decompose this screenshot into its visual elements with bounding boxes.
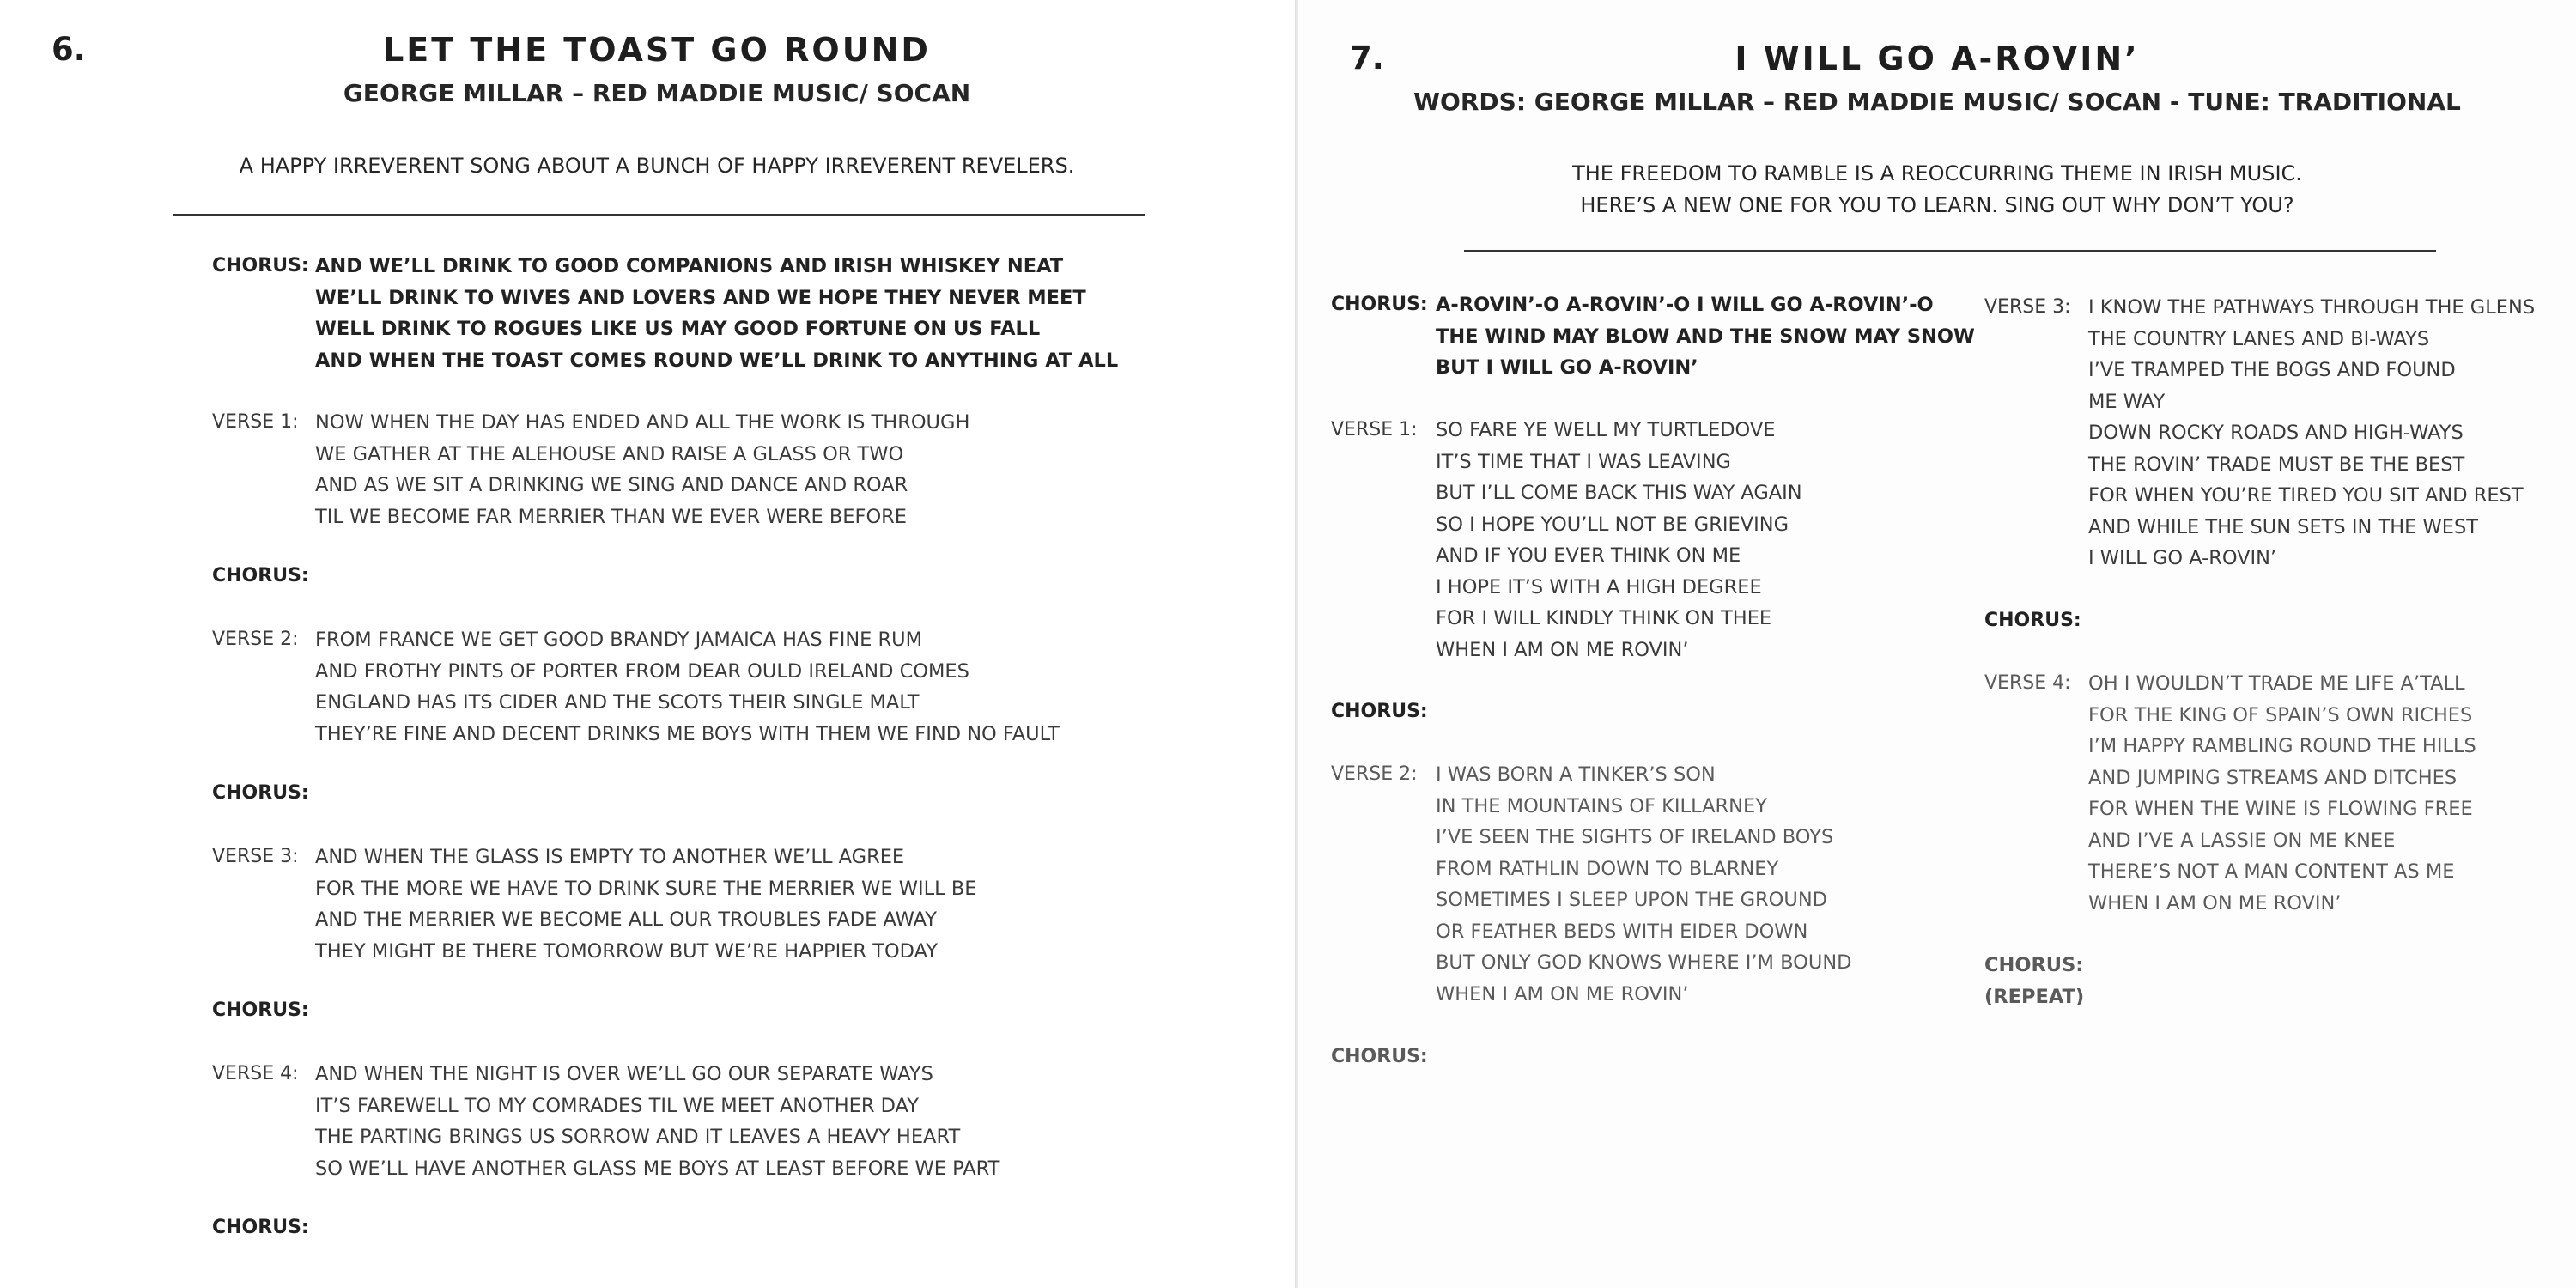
lyric-line: AND WE’LL DRINK TO GOOD COMPANIONS AND IRISH WHISKEY NEAT xyxy=(315,255,1064,277)
lyric-line: I HOPE IT’S WITH A HIGH DEGREE xyxy=(1436,575,1762,598)
lyric-line: AND WHILE THE SUN SETS IN THE WEST xyxy=(2088,515,2478,538)
section-label: CHORUS: xyxy=(212,1217,309,1238)
section-label: CHORUS: xyxy=(212,782,309,804)
lyric-line: I WAS BORN A TINKER’S SON xyxy=(1436,763,1716,786)
lyric-line: I KNOW THE PATHWAYS THROUGH THE GLENS xyxy=(2088,296,2536,319)
section-label: VERSE 2: xyxy=(1331,763,1418,785)
intro-line: A HAPPY IRREVERENT SONG ABOUT A BUNCH OF HAPPY IRREVERENT REVELERS. xyxy=(239,154,1075,178)
lyric-line: WHEN I AM ON ME ROVIN’ xyxy=(1436,982,1689,1005)
lyric-line: FOR THE KING OF SPAIN’S OWN RICHES xyxy=(2088,703,2473,726)
lyric-line: IN THE MOUNTAINS OF KILLARNEY xyxy=(1436,794,1767,817)
lyric-line: FROM FRANCE WE GET GOOD BRANDY JAMAICA HAS FINE RUM xyxy=(315,629,923,651)
lyric-line: ME WAY xyxy=(2088,390,2166,413)
divider-rule xyxy=(1464,250,2436,252)
song-credit: GEORGE MILLAR – RED MADDIE MUSIC/ SOCAN xyxy=(343,79,971,107)
intro-line: HERE’S A NEW ONE FOR YOU TO LEARN. SING OUT WHY DON’T YOU? xyxy=(1580,193,2294,217)
lyric-line: AND WHEN THE GLASS IS EMPTY TO ANOTHER WE’LL AGREE xyxy=(315,846,905,868)
lyric-line: AND THE MERRIER WE BECOME ALL OUR TROUBLES FADE AWAY xyxy=(315,908,938,931)
lyric-line: I’VE SEEN THE SIGHTS OF IRELAND BOYS xyxy=(1436,826,1834,848)
section-label: CHORUS: xyxy=(212,255,309,276)
lyric-line: I’VE TRAMPED THE BOGS AND FOUND xyxy=(2088,359,2456,381)
section-label: CHORUS: xyxy=(1331,294,1428,315)
lyric-line: AND I’VE A LASSIE ON ME KNEE xyxy=(2088,829,2396,852)
section-label: VERSE 1: xyxy=(212,411,299,433)
section-label: CHORUS: xyxy=(1984,610,2081,631)
song-intro xyxy=(0,150,1314,182)
repeat-note: (REPEAT) xyxy=(1984,985,2085,1008)
section-label: VERSE 4: xyxy=(212,1063,299,1084)
lyric-line: THE PARTING BRINGS US SORROW AND IT LEAVES A HEAVY HEART xyxy=(315,1126,961,1148)
song-number: 7. xyxy=(1350,39,1384,76)
lyric-line: WE’LL DRINK TO WIVES AND LOVERS AND WE HOPE THEY NEVER MEET xyxy=(315,286,1086,309)
song-number: 6. xyxy=(52,31,86,68)
section-label: CHORUS: xyxy=(1331,701,1428,722)
lyric-line: FOR WHEN THE WINE IS FLOWING FREE xyxy=(2088,798,2473,820)
lyric-line: OH I WOULDN’T TRADE ME LIFE A’TALL xyxy=(2088,672,2465,695)
intro-line: THE FREEDOM TO RAMBLE IS A REOCCURRING THEME IN IRISH MUSIC. xyxy=(1572,161,2302,185)
lyric-line: SO WE’LL HAVE ANOTHER GLASS ME BOYS AT LEAST BEFORE WE PART xyxy=(315,1157,1000,1180)
lyric-line: TIL WE BECOME FAR MERRIER THAN WE EVER WERE BEFORE xyxy=(315,505,908,528)
lyric-line: FOR I WILL KINDLY THINK ON THEE xyxy=(1436,607,1772,629)
lyric-line: IT’S TIME THAT I WAS LEAVING xyxy=(1436,450,1731,473)
lyric-line: AND AS WE SIT A DRINKING WE SING AND DANCE AND ROAR xyxy=(315,474,908,496)
section-label: CHORUS: xyxy=(1984,954,2084,976)
section-label: CHORUS: xyxy=(1331,1046,1428,1067)
lyric-line: FOR THE MORE WE HAVE TO DRINK SURE THE MERRIER WE WILL BE xyxy=(315,877,977,900)
section-label: VERSE 2: xyxy=(212,629,299,650)
song-title: LET THE TOAST GO ROUND xyxy=(383,31,931,69)
lyric-line: THERE’S NOT A MAN CONTENT AS ME xyxy=(2088,860,2455,883)
section-label: VERSE 3: xyxy=(1984,296,2071,318)
lyric-line: I’M HAPPY RAMBLING ROUND THE HILLS xyxy=(2088,735,2476,757)
lyric-line: OR FEATHER BEDS WITH EIDER DOWN xyxy=(1436,920,1808,943)
section-label: VERSE 3: xyxy=(212,846,299,867)
section-label: VERSE 4: xyxy=(1984,672,2071,694)
song-credit: WORDS: GEORGE MILLAR – RED MADDIE MUSIC/ SOCAN - TUNE: TRADITIONAL xyxy=(1413,88,2461,116)
lyric-line: FOR WHEN YOU’RE TIRED YOU SIT AND REST xyxy=(2088,484,2524,507)
lyric-line: THE WIND MAY BLOW AND THE SNOW MAY SNOW xyxy=(1436,325,1975,348)
lyric-line: WHEN I AM ON ME ROVIN’ xyxy=(1436,638,1689,661)
lyric-line: BUT I WILL GO A-ROVIN’ xyxy=(1436,356,1698,379)
lyric-line: I WILL GO A-ROVIN’ xyxy=(2088,547,2277,569)
lyric-line: SO I HOPE YOU’LL NOT BE GRIEVING xyxy=(1436,513,1789,536)
lyric-line: THEY’RE FINE AND DECENT DRINKS ME BOYS WITH THEM WE FIND NO FAULT xyxy=(315,722,1060,745)
lyric-line: SOMETIMES I SLEEP UPON THE GROUND xyxy=(1436,889,1827,911)
lyric-line: DOWN ROCKY ROADS AND HIGH-WAYS xyxy=(2088,422,2464,444)
lyric-line: FROM RATHLIN DOWN TO BLARNEY xyxy=(1436,857,1779,880)
lyric-line: WELL DRINK TO ROGUES LIKE US MAY GOOD FORTUNE ON US FALL xyxy=(315,318,1041,340)
lyric-line: WHEN I AM ON ME ROVIN’ xyxy=(2088,891,2342,914)
section-label: CHORUS: xyxy=(212,999,309,1021)
lyric-line: AND JUMPING STREAMS AND DITCHES xyxy=(2088,766,2458,789)
lyric-line: NOW WHEN THE DAY HAS ENDED AND ALL THE WORK IS THROUGH xyxy=(315,411,970,434)
lyric-line: AND FROTHY PINTS OF PORTER FROM DEAR OULD IRELAND COMES xyxy=(315,659,969,683)
lyric-line: BUT I’LL COME BACK THIS WAY AGAIN xyxy=(1436,482,1802,504)
lyric-line: THE ROVIN’ TRADE MUST BE THE BEST xyxy=(2088,453,2465,476)
lyric-line: ENGLAND HAS ITS CIDER AND THE SCOTS THEIR SINGLE MALT xyxy=(315,691,920,714)
right-page xyxy=(1298,0,2576,1288)
lyric-line: AND WHEN THE TOAST COMES ROUND WE’LL DRINK TO ANYTHING AT ALL xyxy=(315,349,1119,372)
section-label: VERSE 1: xyxy=(1331,419,1418,440)
lyric-line: IT’S FAREWELL TO MY COMRADES TIL WE MEET ANOTHER DAY xyxy=(315,1094,919,1117)
section-label: CHORUS: xyxy=(212,565,309,586)
lyric-line: THEY MIGHT BE THERE TOMORROW BUT WE’RE HAPPIER TODAY xyxy=(315,939,938,963)
lyric-line: A-ROVIN’-O A-ROVIN’-O I WILL GO A-ROVIN’-O xyxy=(1436,294,1934,316)
divider-rule xyxy=(173,214,1145,216)
lyric-line: WE GATHER AT THE ALEHOUSE AND RAISE A GLASS OR TWO xyxy=(315,442,904,465)
lyric-line: AND IF YOU EVER THINK ON ME xyxy=(1436,544,1741,567)
song-intro xyxy=(1298,158,2576,222)
lyric-line: BUT ONLY GOD KNOWS WHERE I’M BOUND xyxy=(1436,951,1852,974)
lyric-line: AND WHEN THE NIGHT IS OVER WE’LL GO OUR SEPARATE WAYS xyxy=(315,1063,933,1085)
lyric-line: THE COUNTRY LANES AND BI-WAYS xyxy=(2088,327,2430,350)
lyric-line: SO FARE YE WELL MY TURTLEDOVE xyxy=(1436,419,1776,441)
song-title: I WILL GO A-ROVIN’ xyxy=(1735,39,2140,77)
